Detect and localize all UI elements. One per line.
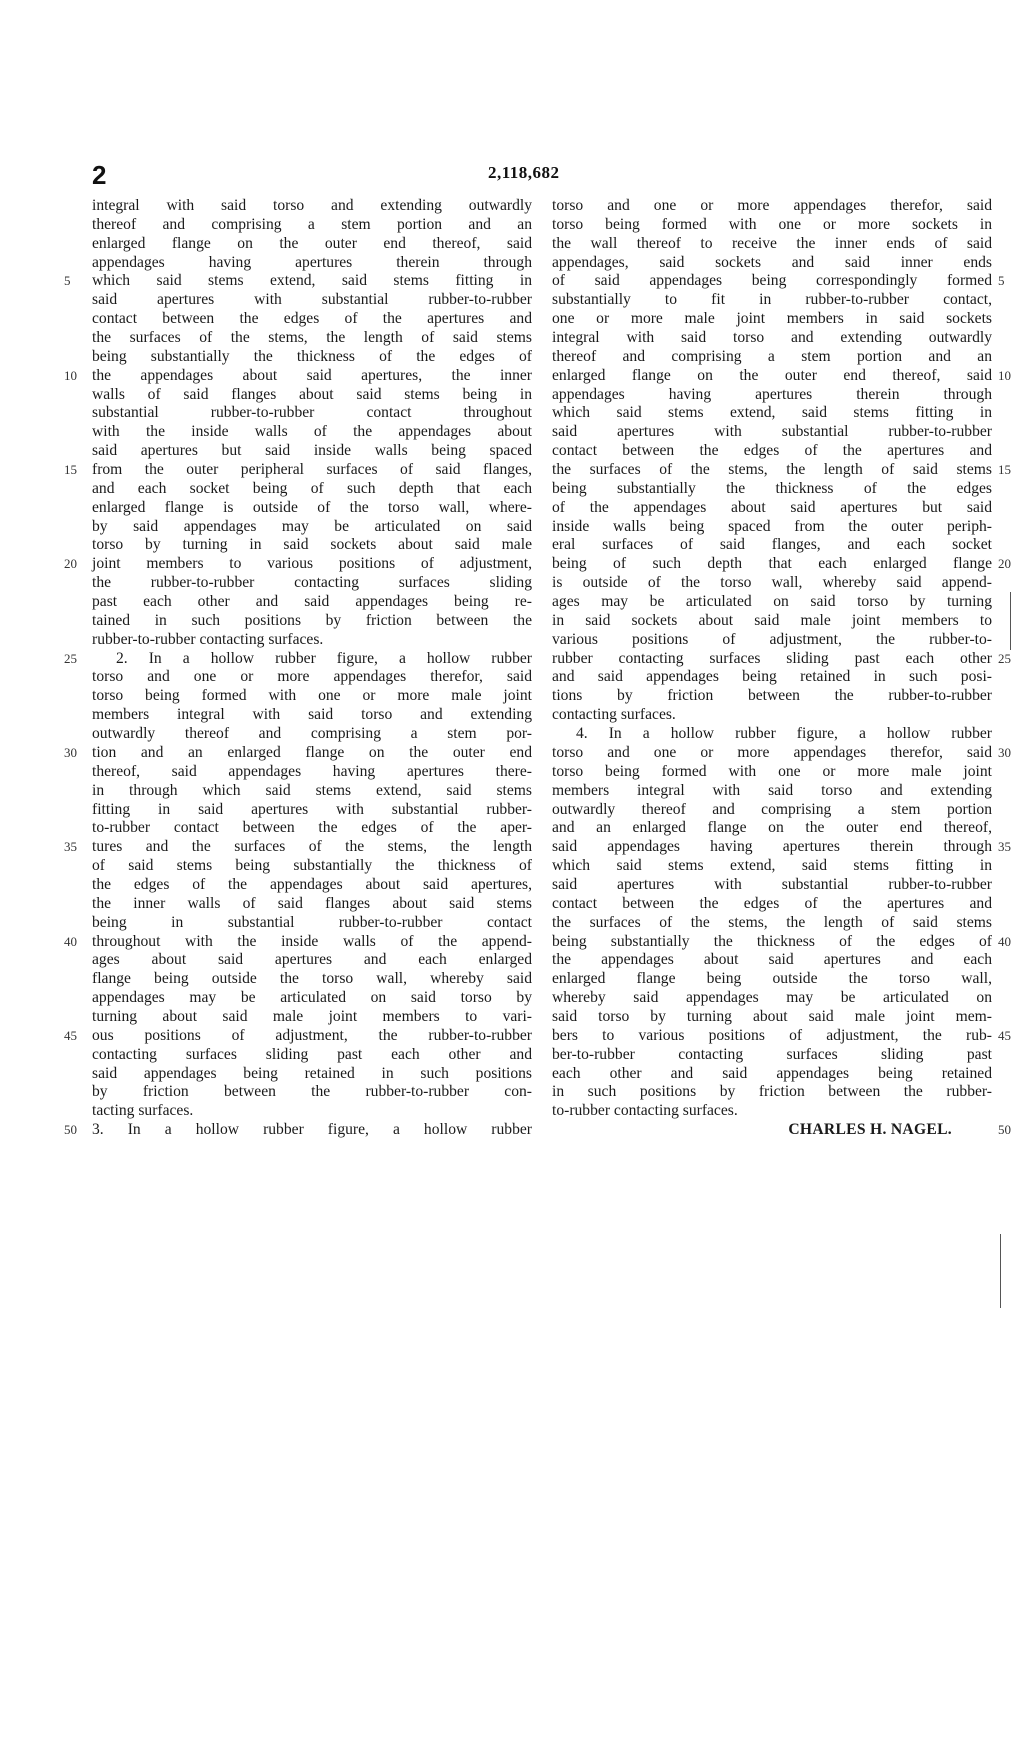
line-number: 50 — [998, 1122, 1011, 1138]
right-column-line: the appendages about said apertures and each — [552, 951, 992, 969]
left-column-line: from the outer peripheral surfaces of said flanges, — [92, 461, 532, 479]
left-column-line: by said appendages may be articulated on said — [92, 517, 532, 535]
left-column-line: and each socket being of such depth that each — [92, 479, 532, 497]
left-column-line: past each other and said appendages being re- — [92, 593, 532, 611]
left-column-line: in through which said stems extend, said stems — [92, 781, 532, 799]
right-column-line: of said appendages being correspondingly formed — [552, 272, 992, 290]
left-column-line: substantial rubber-to-rubber contact throughout — [92, 404, 532, 422]
line-number: 10 — [998, 367, 1011, 383]
right-column-line: said apertures with substantial rubber-to-rubber — [552, 423, 992, 441]
right-column-line: said appendages having apertures therein through — [552, 838, 992, 856]
right-column-line: which said stems extend, said stems fitting in — [552, 404, 992, 422]
line-number: 20 — [998, 556, 1011, 572]
right-column-line: inside walls being spaced from the outer periph- — [552, 517, 992, 535]
left-column-line: torso being formed with one or more male joint — [92, 687, 532, 705]
line-number: 30 — [998, 744, 1011, 760]
right-column-line: being substantially the thickness of the edges of — [552, 932, 992, 950]
right-column-line: various positions of adjustment, the rubber-to- — [552, 630, 992, 648]
left-column-line: torso and one or more appendages therefor, said — [92, 668, 532, 686]
line-number: 15 — [64, 462, 77, 478]
left-column-line: the edges of the appendages about said apertures, — [92, 875, 532, 893]
right-column-line: the surfaces of the stems, the length of said stems — [552, 913, 992, 931]
right-column-line: torso and one or more appendages therefor, said — [552, 743, 992, 761]
right-column-line: the wall thereof to receive the inner ends of said — [552, 234, 992, 252]
scan-mark — [1010, 592, 1011, 650]
left-column-line: tion and an enlarged flange on the outer end — [92, 743, 532, 761]
left-column-line: walls of said flanges about said stems being in — [92, 385, 532, 403]
right-column-line: appendages having apertures therein through — [552, 385, 992, 403]
right-column-line: eral surfaces of said flanges, and each socket — [552, 536, 992, 554]
left-column-line: 3. In a hollow rubber figure, a hollow rubber — [92, 1121, 532, 1139]
right-column — [552, 197, 992, 1140]
left-column-line: rubber-to-rubber contacting surfaces. — [92, 630, 324, 648]
line-number: 40 — [998, 933, 1011, 949]
left-column-line: the inner walls of said flanges about said stems — [92, 894, 532, 912]
right-column-line: ber-to-rubber contacting surfaces sliding past — [552, 1045, 992, 1063]
left-column-line: which said stems extend, said stems fitting in — [92, 272, 532, 290]
right-column-line: thereof and comprising a stem portion and an — [552, 347, 992, 365]
left-column-line: outwardly thereof and comprising a stem por- — [92, 725, 532, 743]
left-column — [92, 197, 532, 1140]
right-column-line: contact between the edges of the apertures and — [552, 442, 992, 460]
line-number: 50 — [64, 1122, 77, 1138]
right-column-line: contacting surfaces. — [552, 706, 676, 724]
line-number: 5 — [998, 273, 1005, 289]
left-column-line: of said stems being substantially the thickness of — [92, 857, 532, 875]
left-column-line: to-rubber contact between the edges of the aper- — [92, 819, 532, 837]
line-number: 35 — [998, 839, 1011, 855]
left-column-line: being in substantial rubber-to-rubber contact — [92, 913, 532, 931]
right-column-line: members integral with said torso and extending — [552, 781, 992, 799]
right-column-line: and said appendages being retained in such posi- — [552, 668, 992, 686]
line-number: 15 — [998, 462, 1011, 478]
left-column-line: with the inside walls of the appendages about — [92, 423, 532, 441]
left-column-line: tained in such positions by friction between the — [92, 611, 532, 629]
line-number: 25 — [64, 650, 77, 666]
right-column-line: torso being formed with one or more sockets in — [552, 215, 992, 233]
right-column-line: contact between the edges of the apertures and — [552, 894, 992, 912]
left-column-line: appendages may be articulated on said torso by — [92, 989, 532, 1007]
left-column-line: flange being outside the torso wall, whereby said — [92, 970, 532, 988]
left-column-line: tacting surfaces. — [92, 1102, 194, 1120]
left-column-line: torso by turning in said sockets about said male — [92, 536, 532, 554]
left-column-line: the appendages about said apertures, the inner — [92, 366, 532, 384]
right-column-line: substantially to fit in rubber-to-rubber contact, — [552, 291, 992, 309]
left-column-line: thereof and comprising a stem portion and an — [92, 215, 532, 233]
left-column-line: members integral with said torso and extending — [92, 706, 532, 724]
right-column-line: being substantially the thickness of the edges — [552, 479, 992, 497]
line-number: 35 — [64, 839, 77, 855]
right-column-line: being of such depth that each enlarged flange — [552, 555, 992, 573]
line-number: 45 — [998, 1027, 1011, 1043]
right-column-line: said torso by turning about said male joint mem- — [552, 1007, 992, 1025]
right-column-line: each other and said appendages being retained — [552, 1064, 992, 1082]
left-column-line: contact between the edges of the apertures and — [92, 310, 532, 328]
right-column-line: outwardly thereof and comprising a stem portion — [552, 800, 992, 818]
page-number: 2 — [92, 160, 107, 190]
right-column-line: 4. In a hollow rubber figure, a hollow rubber — [576, 725, 992, 743]
left-column-line: the surfaces of the stems, the length of said stems — [92, 329, 532, 347]
left-column-line: said appendages being retained in such positions — [92, 1064, 532, 1082]
left-column-line: integral with said torso and extending outwardly — [92, 197, 532, 214]
right-column-line: in said sockets about said male joint members to — [552, 611, 992, 629]
left-column-line: said apertures with substantial rubber-to-rubber — [92, 291, 532, 309]
left-column-line: 2. In a hollow rubber figure, a hollow rubber — [116, 649, 532, 667]
left-column-line: turning about said male joint members to vari- — [92, 1007, 532, 1025]
right-column-line: torso and one or more appendages therefor, said — [552, 197, 992, 214]
right-column-line: one or more male joint members in said sockets — [552, 310, 992, 328]
right-column-line: torso being formed with one or more male joint — [552, 762, 992, 780]
right-column-line: and an enlarged flange on the outer end thereof, — [552, 819, 992, 837]
line-number: 10 — [64, 367, 77, 383]
right-column-line: in such positions by friction between the rubber- — [552, 1083, 992, 1101]
left-column-line: enlarged flange on the outer end thereof, said — [92, 234, 532, 252]
left-column-line: by friction between the rubber-to-rubber con- — [92, 1083, 532, 1101]
line-number: 40 — [64, 933, 77, 949]
right-column-line: rubber contacting surfaces sliding past each other — [552, 649, 992, 667]
right-column-line: tions by friction between the rubber-to-rubber — [552, 687, 992, 705]
line-number: 45 — [64, 1027, 77, 1043]
left-column-line: enlarged flange is outside of the torso wall, where- — [92, 498, 532, 516]
left-column-line: ages about said apertures and each enlarged — [92, 951, 532, 969]
patent-number: 2,118,682 — [488, 163, 560, 182]
line-number: 5 — [64, 273, 71, 289]
right-column-line: of the appendages about said apertures but said — [552, 498, 992, 516]
left-column-line: ous positions of adjustment, the rubber-to-rubber — [92, 1026, 532, 1044]
right-column-line: ages may be articulated on said torso by turning — [552, 593, 992, 611]
right-column-line: which said stems extend, said stems fitting in — [552, 857, 992, 875]
left-column-line: tures and the surfaces of the stems, the length — [92, 838, 532, 856]
right-column-line: to-rubber contacting surfaces. — [552, 1102, 738, 1120]
line-number: 20 — [64, 556, 77, 572]
left-column-line: the rubber-to-rubber contacting surfaces sliding — [92, 574, 532, 592]
scan-mark — [1000, 1234, 1001, 1308]
left-column-line: said apertures but said inside walls being spaced — [92, 442, 532, 460]
left-column-line: throughout with the inside walls of the append- — [92, 932, 532, 950]
left-column-line: being substantially the thickness of the edges of — [92, 347, 532, 365]
line-number: 25 — [998, 650, 1011, 666]
right-column-line: enlarged flange being outside the torso wall, — [552, 970, 992, 988]
right-column-line: enlarged flange on the outer end thereof, said — [552, 366, 992, 384]
left-column-line: joint members to various positions of adjustment, — [92, 555, 532, 573]
right-column-line: integral with said torso and extending outwardly — [552, 329, 992, 347]
right-column-line: whereby said appendages may be articulated on — [552, 989, 992, 1007]
left-column-line: contacting surfaces sliding past each other and — [92, 1045, 532, 1063]
right-column-line: said apertures with substantial rubber-to-rubber — [552, 875, 992, 893]
left-column-line: thereof, said appendages having apertures there- — [92, 762, 532, 780]
right-column-line: is outside of the torso wall, whereby said append- — [552, 574, 992, 592]
signature: CHARLES H. NAGEL. — [788, 1121, 952, 1139]
left-column-line: fitting in said apertures with substantial rubber- — [92, 800, 532, 818]
line-number: 30 — [64, 744, 77, 760]
right-column-line: bers to various positions of adjustment, the rub- — [552, 1026, 992, 1044]
left-column-line: appendages having apertures therein through — [92, 253, 532, 271]
right-column-line: the surfaces of the stems, the length of said stems — [552, 461, 992, 479]
right-column-line: appendages, said sockets and said inner ends — [552, 253, 992, 271]
